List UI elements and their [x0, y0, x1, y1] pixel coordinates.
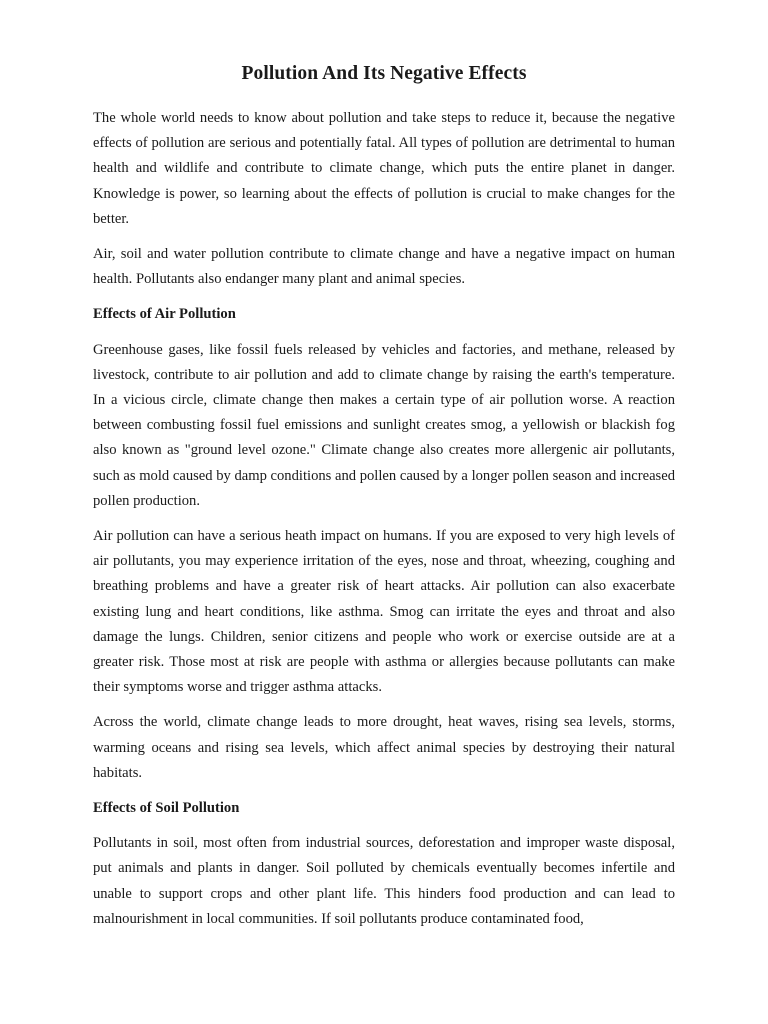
climate-change-habitats-paragraph: Across the world, climate change leads to more drought, heat waves, rising sea levels, storms, warming oceans and rising sea levels, which affect animal species by destroying their natural habitats.	[93, 714, 675, 781]
document-title: Pollution And Its Negative Effects	[241, 63, 527, 84]
air-pollution-health-paragraph: Air pollution can have a serious heath impact on humans. If you are exposed to very high levels of air pollutants, you may experience irritation of the eyes, nose and throat, wheezing, coughing and breathing problems and have a greater risk of heart attacks. Air pollution can also exacerbate existing lung and heart conditions, like asthma. Smog can irritate the eyes and throat and also damage the lungs. Children, senior citizens and people who work or exercise outside are at a greater risk. Those most at risk are people with asthma or allergies because pollutants can make their symptoms worse and trigger asthma attacks.	[93, 528, 675, 696]
air-pollution-causes-paragraph: Greenhouse gases, like fossil fuels released by vehicles and factories, and methane, released by livestock, contribute to air pollution and add to climate change by raising the earth's temperature. In a vicious circle, climate change then makes a certain type of air pollution worse. A reaction between combusting fossil fuel emissions and sunlight creates smog, a yellowish or blackish fog also known as "ground level ozone." Climate change also creates more allergenic air pollutants, such as mold caused by damp conditions and pollen caused by a longer pollen season and increased pollen production.	[93, 341, 675, 509]
intro-paragraph: The whole world needs to know about pollution and take steps to reduce it, because the negative effects of pollution are serious and potentially fatal. All types of pollution are detrimental to human health and wildlife and contribute to climate change, which puts the entire planet in danger. Knowledge is power, so learning about the effects of pollution is crucial to make changes for the better.	[93, 110, 675, 227]
overview-paragraph: Air, soil and water pollution contribute to climate change and have a negative impact on human health. Pollutants also endanger many plant and animal species.	[93, 246, 675, 288]
document-page	[93, 62, 675, 942]
soil-pollution-heading: Effects of Soil Pollution	[93, 800, 240, 817]
soil-pollution-paragraph: Pollutants in soil, most often from industrial sources, deforestation and improper waste disposal, put animals and plants in danger. Soil polluted by chemicals eventually becomes infertile and unable to support crops and other plant life. This hinders food production and can lead to malnourishment in local communities. If soil pollutants produce contaminated food,	[93, 835, 675, 927]
air-pollution-heading: Effects of Air Pollution	[93, 306, 236, 323]
